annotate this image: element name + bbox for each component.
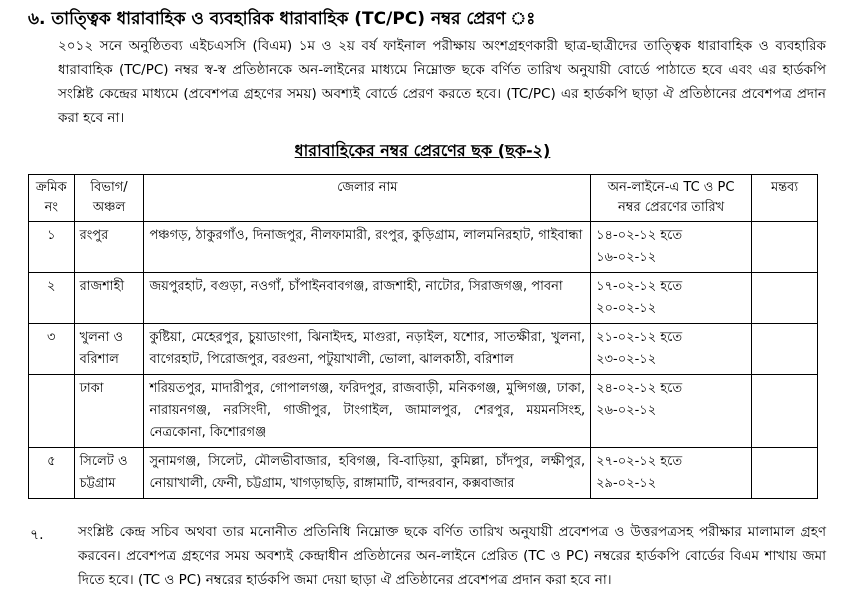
date-from: ১৭-০২-১২ হতে — [596, 279, 683, 294]
cell-remarks — [752, 273, 818, 324]
date-to: ২৯-০২-১২ — [596, 476, 657, 491]
table-row — [29, 448, 818, 499]
cell-districts: জয়পুরহাট, বগুড়া, নওগাঁ, চাঁপাইনবাবগঞ্জ, রাজশাহী, নাটোর, সিরাজগঞ্জ, পাবনা — [144, 273, 591, 324]
header-remarks: মন্তব্য — [752, 175, 818, 222]
date-from: ২১-০২-১২ হতে — [596, 330, 683, 345]
date-from: ২৭-০২-১২ হতে — [596, 454, 683, 469]
cell-serial — [29, 375, 75, 448]
table-row — [29, 222, 818, 273]
cell-remarks — [752, 448, 818, 499]
cell-districts: সুনামগঞ্জ, সিলেট, মৌলভীবাজার, হবিগঞ্জ, বি-বাড়িয়া, কুমিল্লা, চাঁদপুর, লক্ষীপুর, নোয়াখালী, ফেনী, চট্টগ্রাম, খাগড়াছড়ি, রাঙ্গামাটি, বান্দরবান, কক্সবাজার — [144, 448, 591, 499]
section-7-number: ৭. — [30, 527, 44, 543]
date-to: ২৩-০২-১২ — [596, 352, 657, 367]
cell-dates — [591, 324, 752, 375]
section-6-paragraph: ২০১২ সনে অনুষ্ঠিতব্য এইচএসসি (বিএম) ১ম ও ২য় বর্ষ ফাইনাল পরীক্ষায় অংশগ্রহণকারী ছাত্র-ছাত্রীদের তাত্ত্বিক ধারাবাহিক ও ব্যবহারিক ধারাবাহিক (TC/PC) নম্বর স্ব-স্ব প্রতিষ্ঠানকে অন-লাইনের মাধ্যমে নিম্নোক্ত ছকে বর্ণিত তারিখ অনুযায়ী বোর্ডে পাঠাতে হবে এবং এর হার্ডকপি সংশ্লিষ্ট কেন্দ্রের মাধ্যমে (প্রবেশপত্র গ্রহণের সময়) অবশ্যই বোর্ডে প্রেরণ করতে হবে। (TC/PC) এর হার্ডকপি ছাড়া ঐ প্রতিষ্ঠানের প্রবেশপত্র প্রদান করা হবে না। — [58, 38, 826, 126]
date-to: ১৬-০২-১২ — [596, 250, 657, 265]
cell-division: রংপুর — [74, 222, 144, 273]
cell-division: ঢাকা — [74, 375, 144, 448]
date-to: ২৬-০২-১২ — [596, 403, 657, 418]
header-division: বিভাগ/ অঞ্চল — [74, 175, 144, 222]
cell-districts: পঞ্চগড়, ঠাকুরগাঁও, দিনাজপুর, নীলফামারী, রংপুর, কুড়িগ্রাম, লালমনিরহাট, গাইবান্ধা — [144, 222, 591, 273]
cell-division: রাজশাহী — [74, 273, 144, 324]
cell-remarks — [752, 375, 818, 448]
date-from: ২৪-০২-১২ হতে — [596, 381, 683, 396]
section-7-paragraph: সংশ্লিষ্ট কেন্দ্র সচিব অথবা তার মনোনীত প্রতিনিধি নিম্নোক্ত ছকে বর্ণিত তারিখ অনুযায়ী প্রবেশপত্র ও উত্তরপত্রসহ পরীক্ষার মালামাল গ্রহণ করবেন। প্রবেশপত্র গ্রহণের সময় অবশ্যই কেন্দ্রাধীন প্রতিষ্ঠানের অন-লাইনে প্রেরিত (TC ও PC) নম্বরের হার্ডকপি বোর্ডের বিএম শাখায় জমা দিতে হবে। (TC ও PC) নম্বরের হার্ডকপি জমা দেয়া ছাড়া ঐ প্রতিষ্ঠানের প্রবেশপত্র প্রদান করা হবে না। — [78, 524, 826, 588]
cell-serial: ২ — [29, 273, 75, 324]
date-to: ২০-০২-১২ — [596, 301, 657, 316]
cell-serial: ৩ — [29, 324, 75, 375]
cell-remarks — [752, 222, 818, 273]
header-serial: ক্রমিক নং — [29, 175, 75, 222]
table-row — [29, 375, 818, 448]
cell-division: সিলেট ও চট্টগ্রাম — [74, 448, 144, 499]
table-row — [29, 324, 818, 375]
date-from: ১৪-০২-১২ হতে — [596, 228, 683, 243]
cell-remarks — [752, 324, 818, 375]
table-row — [29, 273, 818, 324]
cell-serial: ১ — [29, 222, 75, 273]
table-header-row — [29, 175, 818, 222]
section-6-heading: ৬. তাত্ত্বিক ধারাবাহিক ও ব্যবহারিক ধারাবাহিক (TC/PC) নম্বর প্রেরণ ঃ — [28, 9, 536, 29]
cell-serial: ৫ — [29, 448, 75, 499]
cell-dates — [591, 448, 752, 499]
tc-pc-schedule-table — [28, 174, 818, 499]
cell-dates — [591, 273, 752, 324]
table-title: ধারাবাহিকের নম্বর প্রেরণের ছক (ছক-২) — [294, 141, 551, 160]
cell-districts: শরিয়তপুর, মাদারীপুর, গোপালগঞ্জ, ফরিদপুর, রাজবাড়ী, মনিকগঞ্জ, মুন্সিগঞ্জ, ঢাকা, নারায়নগঞ্জ, নরসিংদী, গাজীপুর, টাংগাইল, জামালপুর, শেরপুর, ময়মনসিংহ, নেত্রকোনা, কিশোরগঞ্জ — [144, 375, 591, 448]
header-districts: জেলার নাম — [144, 175, 591, 222]
cell-division: খুলনা ও বরিশাল — [74, 324, 144, 375]
header-dates: অন-লাইনে-এ TC ও PC নম্বর প্রেরণের তারিখ — [591, 175, 752, 222]
cell-districts: কুষ্টিয়া, মেহেরপুর, চুয়াডাংগা, ঝিনাইদহ, মাগুরা, নড়াইল, যশোর, সাতক্ষীরা, খুলনা, বাগেরহাট, পিরোজপুর, বরগুনা, পটুয়াখালী, ভোলা, ঝালকাঠী, বরিশাল — [144, 324, 591, 375]
cell-dates — [591, 375, 752, 448]
cell-dates — [591, 222, 752, 273]
